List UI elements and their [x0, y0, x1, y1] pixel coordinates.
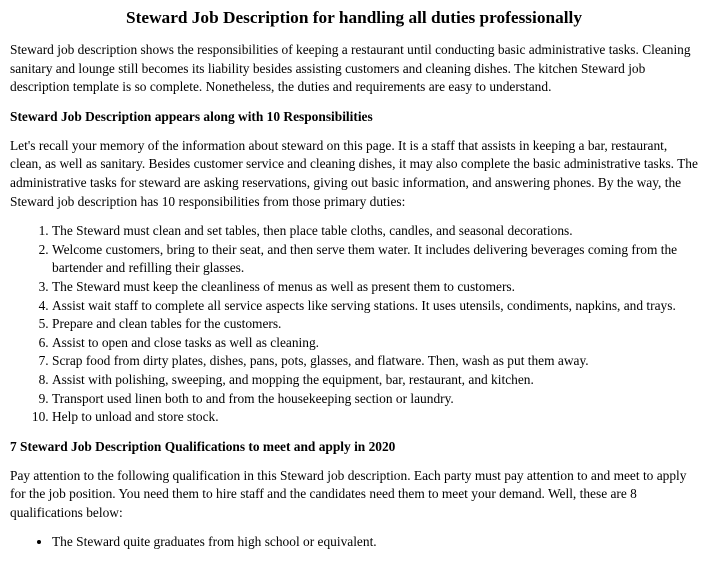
page-title: Steward Job Description for handling all duties professionally	[126, 8, 582, 27]
list-item: 1. The Steward must clean and set tables, then place table cloths, candles, and seasonal decorations.	[52, 222, 698, 241]
list-item: • The Steward quite graduates from high school or equivalent.	[52, 533, 698, 552]
list-item: 9. Transport used linen both to and from the housekeeping section or laundry.	[52, 390, 698, 409]
responsibilities-paragraph: Let's recall your memory of the information about steward on this page. It is a staff that assists in keeping a bar, restaurant, clean, as well as sanitary. Besides customer service and cleaning dishes, it may also complete the basic administrative tasks. The administrative tasks for steward are asking reservations, giving out basic information, and answering phones. By the way, the Steward job description has 10 responsibilities from those primary duties:	[10, 137, 698, 209]
qualifications-list	[10, 533, 698, 552]
list-item: 4. Assist wait staff to complete all service aspects like serving stations. It uses utensils, condiments, napkins, and trays.	[52, 297, 698, 316]
list-item: 6. Assist to open and close tasks as well as cleaning.	[52, 334, 698, 353]
qualifications-heading: 7 Steward Job Description Qualifications to meet and apply in 2020	[10, 438, 396, 454]
intro-paragraph: Steward job description shows the responsibilities of keeping a restaurant until conducting basic administrative tasks. Cleaning sanitary and lounge still becomes its liability besides assisting customers and cleaning dishes. The kitchen Steward job description template is so complete. Nonetheless, the duties and requirements are easy to understand.	[10, 42, 691, 95]
responsibilities-heading: Steward Job Description appears along with 10 Responsibilities	[10, 108, 373, 124]
list-item: 5. Prepare and clean tables for the customers.	[52, 315, 698, 334]
responsibilities-list	[10, 222, 698, 427]
list-item: 8. Assist with polishing, sweeping, and mopping the equipment, bar, restaurant, and kitchen.	[52, 371, 698, 390]
list-item: 3. The Steward must keep the cleanliness of menus as well as present them to customers.	[52, 278, 698, 297]
list-item: 2. Welcome customers, bring to their seat, and then serve them water. It includes delivering beverages coming from the bartender and refilling their glasses.	[52, 241, 698, 278]
list-item: 10. Help to unload and store stock.	[52, 408, 698, 427]
list-item: 7. Scrap food from dirty plates, dishes, pans, pots, glasses, and flatware. Then, wash as put them away.	[52, 352, 698, 371]
qualifications-paragraph: Pay attention to the following qualification in this Steward job description. Each party must pay attention to and meet to apply for the job position. You need them to hire staff and the candidates need them to meet your demand. Well, these are 8 qualifications below:	[10, 467, 687, 520]
